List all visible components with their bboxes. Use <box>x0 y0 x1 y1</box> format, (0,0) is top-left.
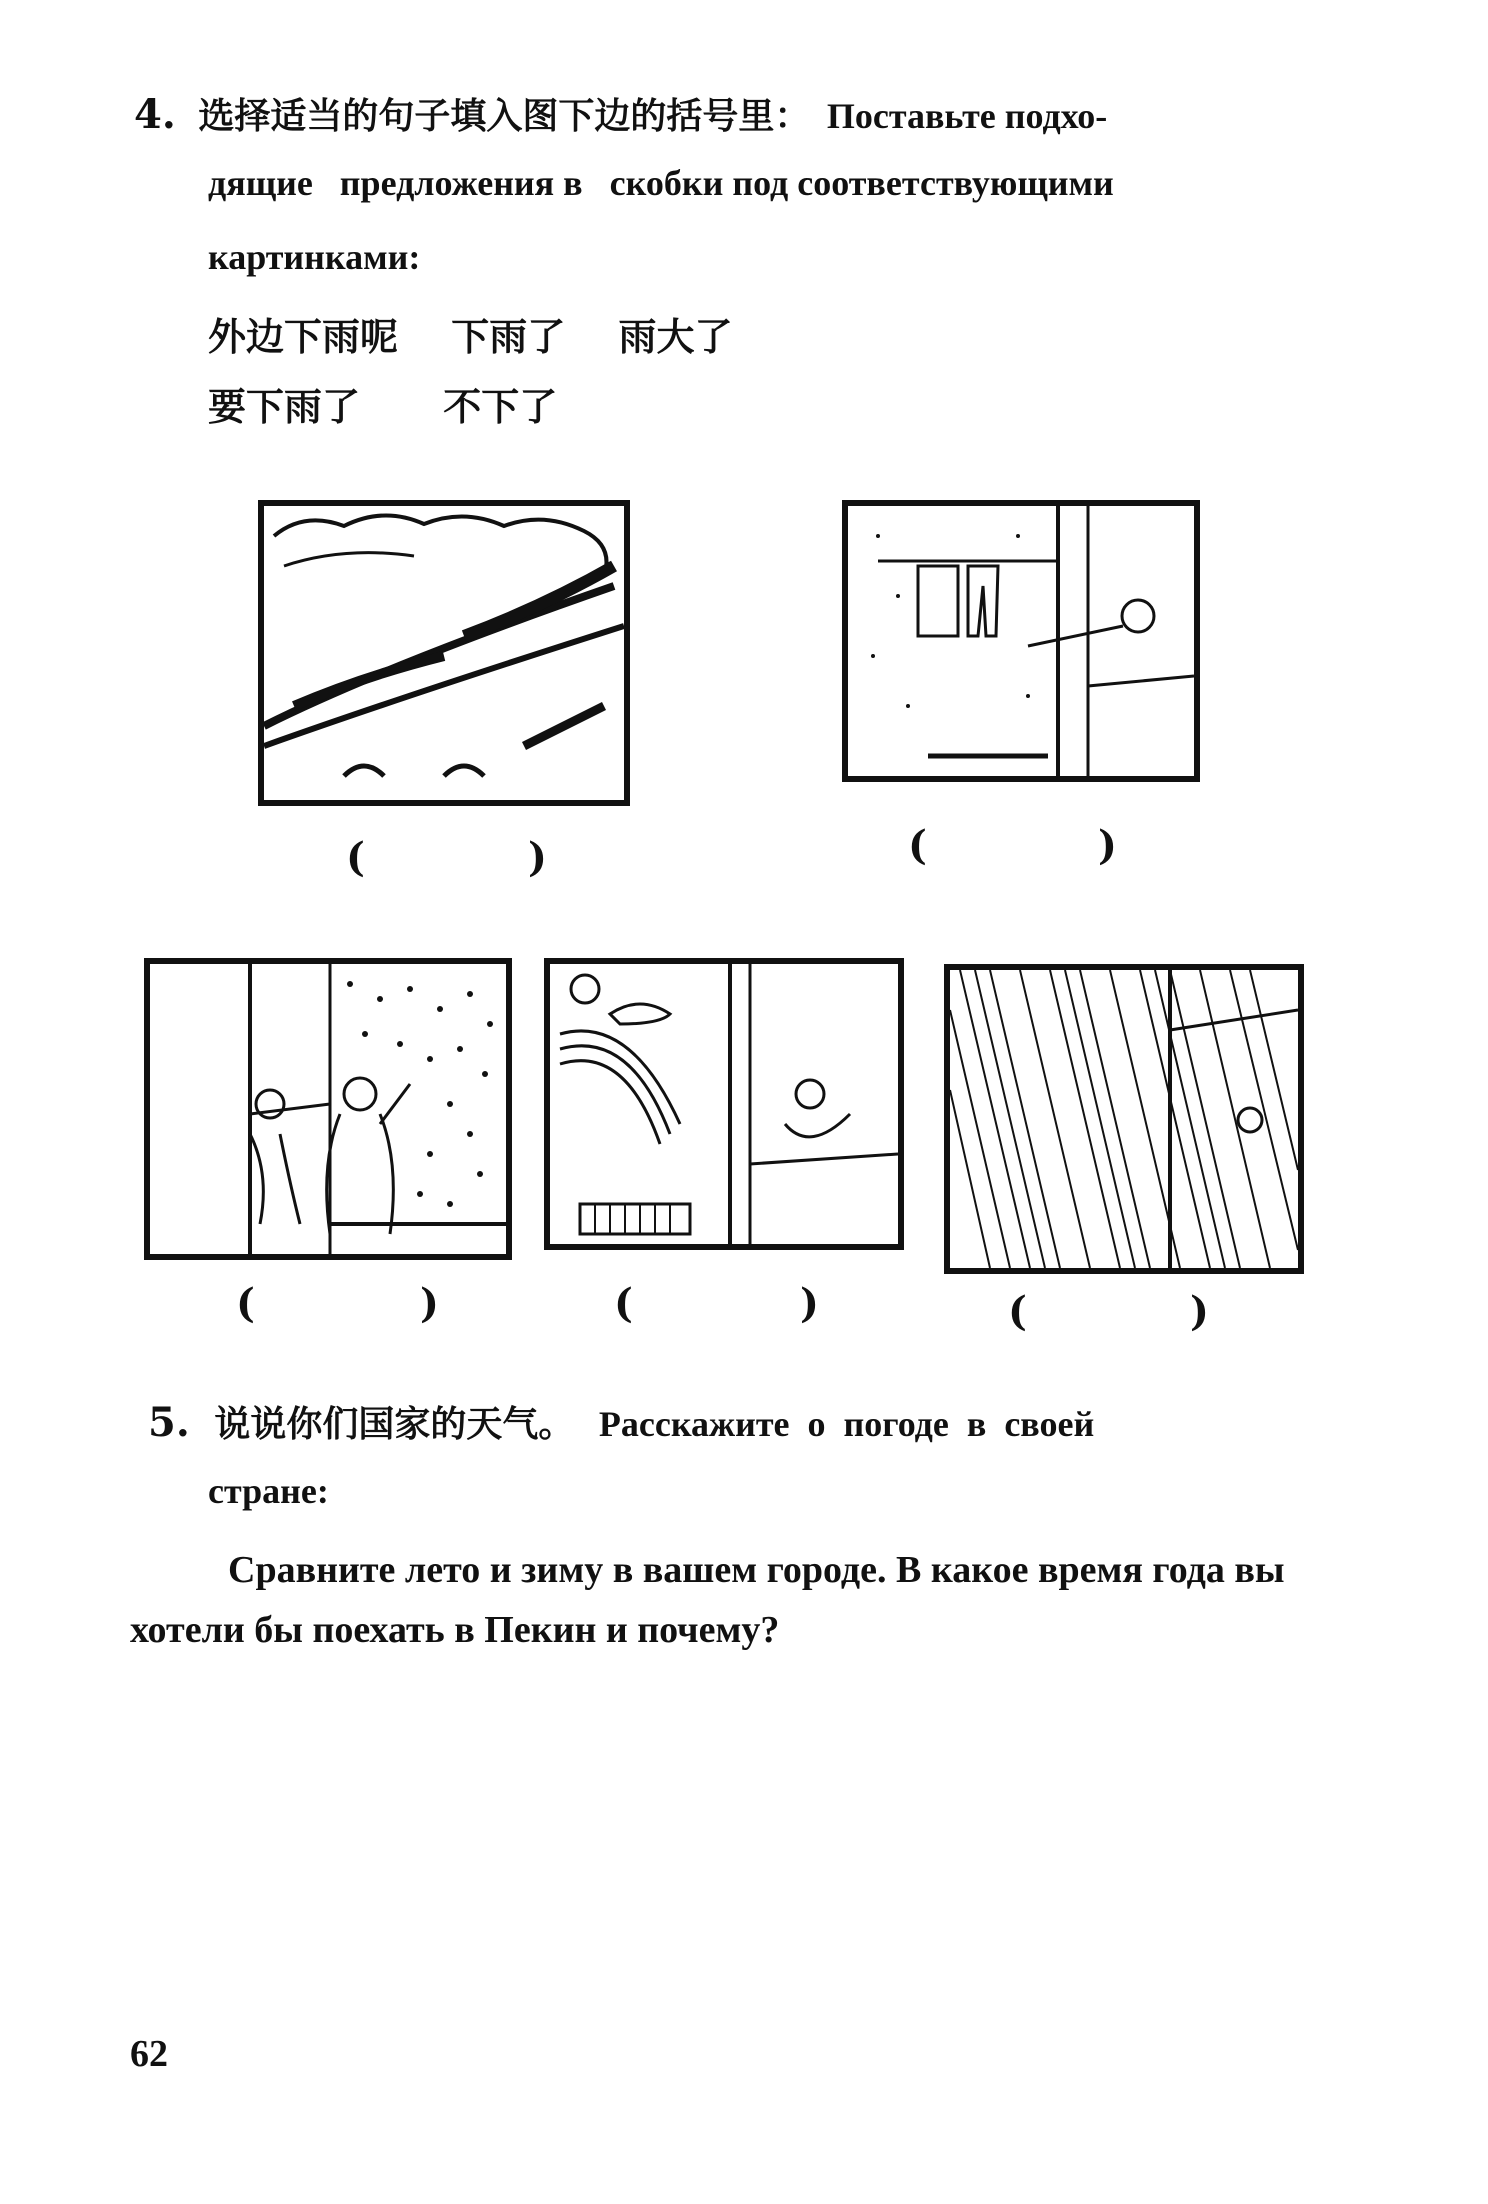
exercise-5-number: 5. <box>148 1399 190 1446</box>
bracket-close-2: ) <box>1098 822 1117 869</box>
bracket-close-5: ) <box>1190 1288 1209 1335</box>
exercise-5-instruction-ru-1: Расскажите о погоде в своей <box>598 1404 1095 1444</box>
option-5: 不下了 <box>443 385 558 429</box>
option-2: 下雨了 <box>451 315 566 359</box>
storm-clouds-illustration <box>264 506 624 800</box>
heavy-rain-illustration <box>950 970 1298 1268</box>
option-3: 雨大了 <box>618 315 733 359</box>
picture-storm-clouds <box>258 500 630 806</box>
bracket-open-1: ( <box>346 834 365 881</box>
bracket-open-4: ( <box>614 1280 633 1327</box>
exercise-4-instruction-ru-3: картинками: <box>208 237 421 277</box>
hanging-laundry-illustration <box>848 506 1194 776</box>
bracket-open-5: ( <box>1008 1288 1027 1335</box>
bracket-open-3: ( <box>236 1280 255 1327</box>
exercise-5-body-line-1: Сравните лето и зиму в вашем городе. В какое время года вы <box>228 1549 1285 1591</box>
exercise-5-body-line-2: хотели бы поехать в Пекин и почему? <box>130 1609 780 1651</box>
bracket-close-1: ) <box>528 834 547 881</box>
exercise-4-instruction-cn: 选择适当的句子填入图下边的括号里： <box>198 96 811 137</box>
picture-rainbow-window <box>544 958 904 1250</box>
exercise-5-instruction-ru-2: стране: <box>208 1471 329 1511</box>
people-at-window-illustration <box>150 964 506 1254</box>
bracket-close-3: ) <box>420 1280 439 1327</box>
options-row-2 <box>208 376 557 431</box>
exercise-4-heading <box>134 88 1107 139</box>
exercise-5-heading <box>148 1396 1094 1447</box>
page-number: 62 <box>130 2033 168 2075</box>
bracket-close-4: ) <box>800 1280 819 1327</box>
bracket-open-2: ( <box>908 822 927 869</box>
exercise-4-number: 4. <box>134 91 176 138</box>
picture-heavy-rain <box>944 964 1304 1274</box>
exercise-5-instruction-cn: 说说你们国家的天气。 <box>214 1404 575 1445</box>
exercise-4-instruction-ru-1: Поставьте подхо- <box>826 96 1108 136</box>
exercise-4-instruction-ru-2: дящие предложения в скобки под соответствующими <box>208 163 1114 203</box>
rainbow-window-illustration <box>550 964 898 1244</box>
picture-people-at-window <box>144 958 512 1260</box>
option-1: 外边下雨呢 <box>208 315 399 359</box>
options-row-1 <box>208 306 733 361</box>
option-4: 要下雨了 <box>208 385 361 429</box>
picture-hanging-laundry <box>842 500 1200 782</box>
